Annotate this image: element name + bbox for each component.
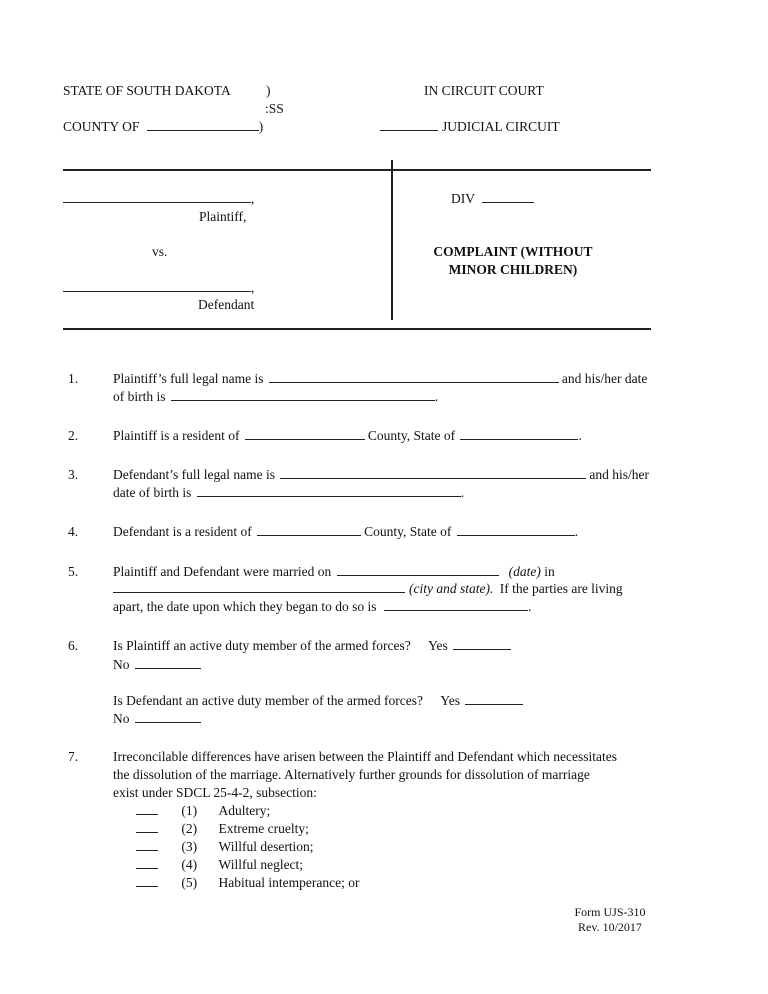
plaintiff-military-no-blank[interactable] (135, 656, 201, 669)
item-text: (city and state). (409, 581, 494, 596)
item-6-line-4 (113, 710, 201, 727)
plaintiff-dob-blank[interactable] (171, 388, 435, 401)
item-text: County, State of (364, 524, 452, 539)
plaintiff-full-name-blank[interactable] (269, 370, 559, 383)
ground-number: (1) (181, 803, 198, 818)
item-text: of birth is (113, 389, 166, 404)
item-4-line (113, 523, 578, 540)
item-3-line-1 (113, 466, 649, 483)
plaintiff-name-line (63, 190, 254, 207)
item-text: If the parties are living (499, 581, 623, 596)
period: . (578, 428, 582, 443)
item-number: 2. (68, 428, 79, 443)
defendant-county-blank[interactable] (257, 523, 361, 536)
ground-item (136, 838, 314, 855)
period: . (460, 485, 465, 500)
item-number: 4. (68, 524, 79, 539)
court-label: IN CIRCUIT COURT (424, 83, 544, 98)
item-text: apart, the date upon which they began to do so is (113, 599, 377, 614)
item-7-line-2: the dissolution of the marriage. Alternatively further grounds for dissolution of marriage (113, 767, 590, 782)
div-text: DIV (451, 191, 475, 206)
item-5-line-1 (113, 563, 555, 580)
item-text: Is Defendant an active duty member of the armed forces? (113, 693, 423, 708)
ground-check-blank[interactable] (136, 838, 158, 851)
ground-label: Willful desertion; (218, 839, 314, 854)
defendant-full-name-blank[interactable] (280, 466, 586, 479)
circuit-label (380, 118, 560, 135)
item-text: Plaintiff is a resident of (113, 428, 240, 443)
marriage-place-blank[interactable] (113, 580, 405, 593)
item-number: 1. (68, 371, 79, 386)
form-number: Form UJS-310 (574, 905, 646, 919)
item-text: date of birth is (113, 485, 192, 500)
no-label: No (113, 657, 130, 672)
ground-item (136, 802, 270, 819)
ground-item (136, 874, 359, 891)
caption-divider (391, 160, 393, 320)
item-1-line-2 (113, 388, 438, 405)
yes-label: Yes (428, 638, 448, 653)
marriage-date-blank[interactable] (337, 563, 499, 576)
separation-date-blank[interactable] (384, 598, 528, 611)
div-blank[interactable] (482, 190, 534, 203)
item-text: Is Plaintiff an active duty member of the armed forces? (113, 638, 411, 653)
ground-label: Extreme cruelty; (218, 821, 309, 836)
ss-label: :SS (265, 101, 284, 116)
defendant-name-line (63, 279, 254, 296)
caption-top-rule (63, 169, 651, 171)
circuit-number-blank[interactable] (380, 118, 438, 131)
item-5-line-3 (113, 598, 531, 615)
ground-number: (2) (181, 821, 198, 836)
defendant-military-yes-blank[interactable] (465, 692, 523, 705)
defendant-state-blank[interactable] (457, 523, 575, 536)
plaintiff-name-blank[interactable] (63, 190, 251, 203)
ground-check-blank[interactable] (136, 820, 158, 833)
caption-bottom-rule (63, 328, 651, 330)
comma: , (251, 280, 255, 295)
item-text: and his/her (589, 467, 649, 482)
item-number: 7. (68, 749, 79, 764)
county-text: COUNTY OF (63, 119, 140, 134)
item-1-line-1 (113, 370, 647, 387)
plaintiff-label: Plaintiff, (199, 209, 247, 224)
title-line-2: MINOR CHILDREN) (448, 262, 578, 277)
ground-number: (3) (181, 839, 198, 854)
item-6-line-3 (113, 692, 523, 709)
form-revision: Rev. 10/2017 (578, 920, 642, 934)
period: . (574, 524, 579, 539)
caption-paren: ) (258, 119, 264, 134)
ground-check-blank[interactable] (136, 856, 158, 869)
ground-label: Willful neglect; (218, 857, 304, 872)
caption-paren: ) (266, 83, 271, 98)
item-text: in (544, 564, 555, 579)
item-3-line-2 (113, 484, 464, 501)
item-text: County, State of (367, 428, 456, 443)
period: . (527, 599, 532, 614)
item-text: and his/her date (561, 371, 648, 386)
item-2-line (113, 427, 582, 444)
item-text: Defendant’s full legal name is (113, 467, 275, 482)
item-number: 5. (68, 564, 79, 579)
plaintiff-county-blank[interactable] (245, 427, 365, 440)
no-label: No (113, 711, 130, 726)
item-number: 3. (68, 467, 79, 482)
ground-label: Adultery; (218, 803, 271, 818)
ground-check-blank[interactable] (136, 802, 158, 815)
county-blank[interactable] (147, 118, 259, 131)
vs-label: vs. (152, 244, 168, 259)
defendant-label: Defendant (198, 297, 255, 312)
circuit-text: JUDICIAL CIRCUIT (442, 119, 560, 134)
item-5-line-2 (113, 580, 623, 597)
ground-number: (4) (181, 857, 198, 872)
state-label: STATE OF SOUTH DAKOTA (63, 83, 231, 98)
item-text: Plaintiff’s full legal name is (113, 371, 264, 386)
item-7-line-3: exist under SDCL 25-4-2, subsection: (113, 785, 317, 800)
ground-number: (5) (181, 875, 198, 890)
defendant-name-blank[interactable] (63, 279, 251, 292)
comma: , (251, 191, 255, 206)
title-line-1: COMPLAINT (WITHOUT (433, 244, 593, 259)
div-label (451, 190, 534, 207)
item-7-line-1: Irreconcilable differences have arisen between the Plaintiff and Defendant which necessitates (113, 749, 618, 764)
item-6-line-1 (113, 637, 511, 654)
period: . (434, 389, 439, 404)
plaintiff-military-yes-blank[interactable] (453, 637, 511, 650)
ground-item (136, 820, 309, 837)
item-6-line-2 (113, 656, 201, 673)
plaintiff-state-blank[interactable] (460, 427, 578, 440)
defendant-military-no-blank[interactable] (135, 710, 201, 723)
ground-label: Habitual intemperance; or (218, 875, 360, 890)
item-text: Defendant is a resident of (113, 524, 252, 539)
item-text: (date) (508, 564, 541, 579)
ground-item (136, 856, 303, 873)
county-label (63, 118, 263, 135)
ground-check-blank[interactable] (136, 874, 158, 887)
yes-label: Yes (440, 693, 461, 708)
item-number: 6. (68, 638, 79, 653)
defendant-dob-blank[interactable] (197, 484, 461, 497)
item-text: Plaintiff and Defendant were married on (113, 564, 332, 579)
